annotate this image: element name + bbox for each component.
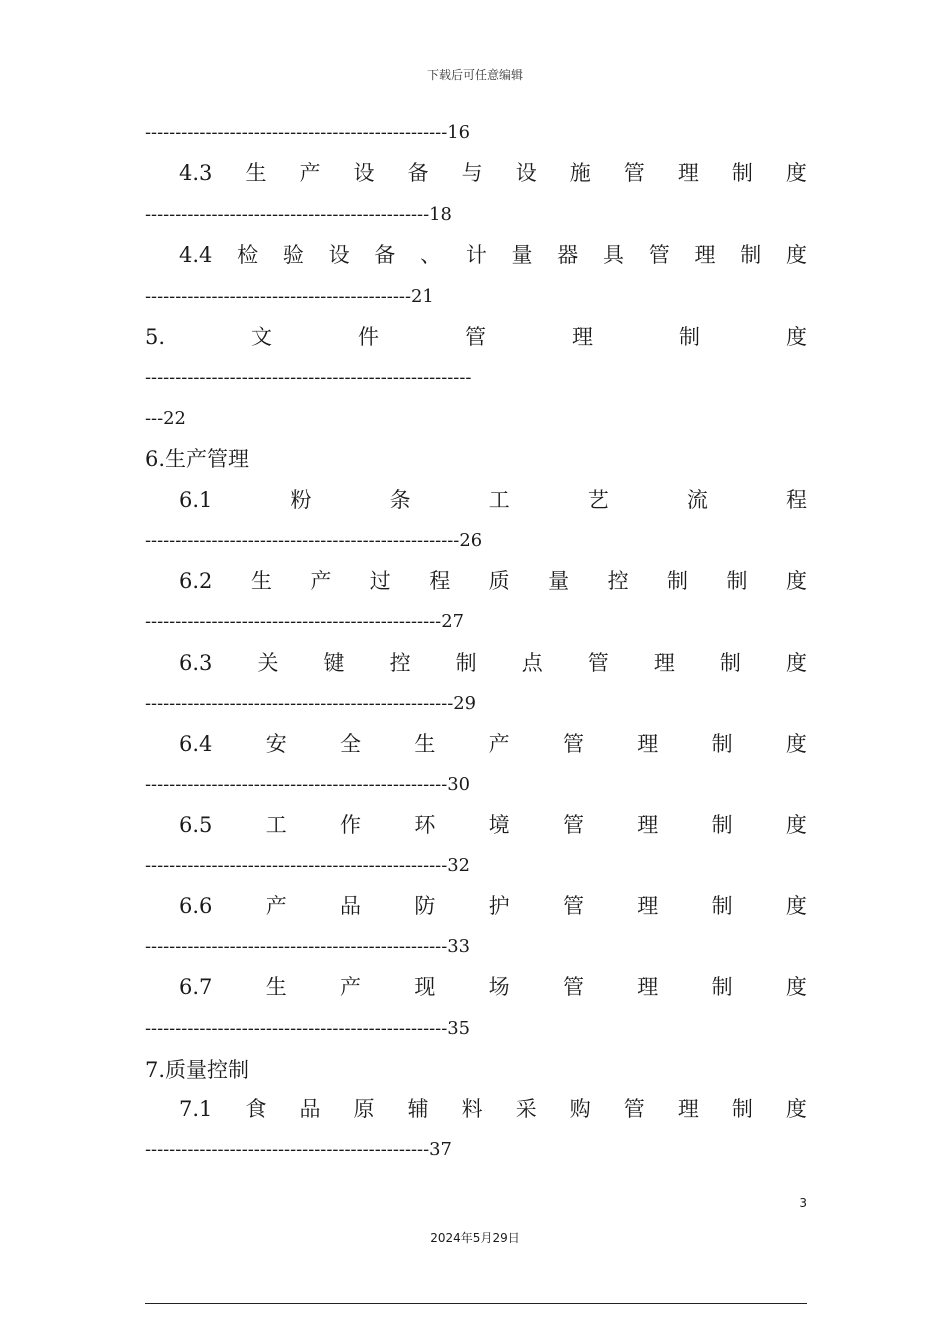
toc-entry-char: 条 <box>389 488 411 512</box>
toc-entry <box>145 974 807 1000</box>
toc-entry-char: 设 <box>328 243 350 267</box>
toc-entry-char: 具 <box>603 243 625 267</box>
toc-entry-char: 工 <box>265 813 287 837</box>
toc-entry-char: 粉 <box>290 488 312 512</box>
toc-entry-char: 生 <box>250 569 272 593</box>
toc-entry-char: 品 <box>299 1097 321 1121</box>
toc-entry-char: 验 <box>282 243 304 267</box>
toc-entry-number: 7.1 <box>179 1097 213 1121</box>
toc-entry-char: 质 <box>488 569 510 593</box>
toc-entry-number: 6.7 <box>179 975 213 999</box>
toc-entry-char: 度 <box>785 813 807 837</box>
toc-entry-char: 制 <box>711 975 733 999</box>
toc-entry-char: 过 <box>369 569 391 593</box>
toc-entry-char: 购 <box>569 1097 591 1121</box>
toc-entry-char: 管 <box>562 813 584 837</box>
toc-entry-char: 品 <box>340 894 362 918</box>
toc-entry-char: 检 <box>237 243 259 267</box>
page-header: 下载后可任意编辑 <box>426 68 523 82</box>
toc-leader-line: ------------------------------------------------------ <box>145 367 472 388</box>
toc-entry-char: 辅 <box>407 1097 429 1121</box>
toc-entry-char: 理 <box>677 1097 699 1121</box>
toc-entry-char: 理 <box>571 325 593 349</box>
toc-entry-char: 食 <box>245 1097 267 1121</box>
toc-entry-char: 施 <box>569 161 591 185</box>
toc-entry-char: 理 <box>637 732 659 756</box>
toc-entry-char: 制 <box>678 325 700 349</box>
toc-entry-number: 4.4 <box>179 243 213 267</box>
toc-entry-char: 理 <box>653 651 675 675</box>
toc-entry-char: 量 <box>548 569 570 593</box>
toc-entry-char: 管 <box>465 325 486 349</box>
toc-entry-char: 现 <box>414 975 436 999</box>
toc-entry <box>145 893 807 919</box>
toc-entry-char: 全 <box>340 732 362 756</box>
toc-entry-char: 理 <box>637 894 659 918</box>
toc-entry-char: 理 <box>677 161 699 185</box>
toc-entry-char: 量 <box>511 243 533 267</box>
toc-entry-char: 控 <box>389 651 411 675</box>
toc-entry-char: 度 <box>785 732 807 756</box>
toc-leader-line: --------------------------------------------------16 <box>145 122 471 143</box>
toc-entry-char: 理 <box>637 813 659 837</box>
toc-leader-line: --------------------------------------------21 <box>145 286 434 307</box>
toc-entry-char: 设 <box>353 161 375 185</box>
toc-entry-char: 理 <box>694 243 716 267</box>
toc-leader-line: --------------------------------------------------30 <box>145 774 471 795</box>
toc-entry-char: 制 <box>731 1097 753 1121</box>
toc-entry-number: 6.3 <box>179 651 213 675</box>
toc-entry-char: 度 <box>785 1097 807 1121</box>
toc-entry-char: 制 <box>726 569 748 593</box>
toc-entry-char: 管 <box>562 894 584 918</box>
toc-leader-line: --------------------------------------------------33 <box>145 936 471 957</box>
toc-entry-char: 度 <box>785 325 807 349</box>
toc-leader-line: ---------------------------------------------------29 <box>145 693 477 714</box>
toc-entry-char: 程 <box>785 488 807 512</box>
toc-leader-line: --------------------------------------------------35 <box>145 1018 471 1039</box>
toc-section-heading: 6.生产管理 <box>145 447 250 471</box>
toc-entry-char: 安 <box>265 732 287 756</box>
toc-entry-char: 度 <box>785 161 807 185</box>
toc-entry-char: 护 <box>488 894 510 918</box>
toc-entry-char: 器 <box>557 243 579 267</box>
toc-entry-char: 产 <box>310 569 332 593</box>
toc-entry <box>145 568 807 594</box>
toc-leader-line: --------------------------------------------------32 <box>145 855 471 876</box>
toc-entry-char: 管 <box>623 1097 645 1121</box>
toc-entry-char: 境 <box>488 813 510 837</box>
toc-entry <box>145 487 807 513</box>
toc-entry-char: 管 <box>562 732 584 756</box>
toc-entry-char: 制 <box>455 651 477 675</box>
toc-entry-char: 度 <box>785 569 807 593</box>
toc-entry-char: 工 <box>488 488 510 512</box>
toc-entry-char: 场 <box>488 975 510 999</box>
toc-entry-number: 6.4 <box>179 732 213 756</box>
toc-entry-char: 制 <box>711 732 733 756</box>
toc-section-heading: 7.质量控制 <box>145 1058 250 1082</box>
toc-entry-char: 生 <box>245 161 267 185</box>
toc-entry-char: 件 <box>358 325 380 349</box>
toc-entry-char: 管 <box>648 243 670 267</box>
footer-date: 2024年5月29日 <box>430 1231 520 1245</box>
toc-leader-line: -------------------------------------------------27 <box>145 611 464 632</box>
toc-entry <box>145 324 807 350</box>
toc-entry-char: 度 <box>785 975 807 999</box>
toc-entry-number: 4.3 <box>179 161 213 185</box>
toc-entry-char: 制 <box>667 569 689 593</box>
toc-entry-char: 点 <box>521 651 543 675</box>
toc-entry-char: 备 <box>407 161 429 185</box>
toc-entry-char: 度 <box>785 651 807 675</box>
toc-entry-char: 制 <box>740 243 762 267</box>
toc-entry-char: 制 <box>711 813 733 837</box>
toc-entry <box>145 160 807 186</box>
toc-entry-char: 料 <box>461 1097 483 1121</box>
toc-entry-char: 原 <box>353 1097 375 1121</box>
toc-entry-char: 产 <box>340 975 362 999</box>
toc-entry-char: 作 <box>340 813 362 837</box>
toc-entry-char: 文 <box>251 325 273 349</box>
toc-entry-char: 管 <box>587 651 609 675</box>
page-number: 3 <box>799 1196 807 1210</box>
toc-entry-char: 艺 <box>587 488 609 512</box>
toc-entry-number: 6.5 <box>179 813 213 837</box>
toc-entry-char: 度 <box>785 894 807 918</box>
toc-entry-char: 度 <box>785 243 807 267</box>
toc-entry-char: 生 <box>265 975 287 999</box>
toc-entry-char: 产 <box>265 894 287 918</box>
toc-entry-char: 、 <box>420 243 442 267</box>
toc-entry-char: 管 <box>562 975 584 999</box>
toc-entry-char: 制 <box>731 161 753 185</box>
toc-entry-char: 理 <box>637 975 659 999</box>
toc-entry-char: 制 <box>719 651 741 675</box>
toc-entry <box>145 812 807 838</box>
toc-entry-char: 生 <box>414 732 436 756</box>
toc-entry-char: 程 <box>429 569 451 593</box>
toc-entry-char: 流 <box>686 488 708 512</box>
toc-entry-char: 采 <box>515 1097 537 1121</box>
toc-entry-char: 键 <box>323 651 345 675</box>
toc-entry-number: 5. <box>145 325 166 349</box>
toc-entry-char: 产 <box>299 161 321 185</box>
toc-entry-char: 备 <box>374 243 396 267</box>
toc-entry-char: 计 <box>465 243 487 267</box>
footer-rule <box>145 1303 807 1304</box>
toc-entry-char: 管 <box>623 161 645 185</box>
toc-entry <box>145 242 807 268</box>
toc-entry <box>145 1096 807 1122</box>
toc-entry-char: 环 <box>414 813 436 837</box>
toc-leader-line: ----------------------------------------------------26 <box>145 530 483 551</box>
toc-entry-number: 6.2 <box>179 569 213 593</box>
toc-entry-char: 与 <box>461 161 483 185</box>
toc-entry-number: 6.6 <box>179 894 213 918</box>
toc-leader-line: -----------------------------------------------37 <box>145 1139 452 1160</box>
toc-leader-line: ---22 <box>145 408 186 429</box>
toc-entry-char: 产 <box>488 732 510 756</box>
toc-entry-char: 关 <box>257 651 279 675</box>
toc-entry-char: 控 <box>607 569 629 593</box>
toc-entry-number: 6.1 <box>179 488 213 512</box>
toc-entry <box>145 650 807 676</box>
toc-leader-line: -----------------------------------------------18 <box>145 204 452 225</box>
toc-entry <box>145 731 807 757</box>
toc-entry-char: 防 <box>414 894 436 918</box>
toc-entry-char: 制 <box>711 894 733 918</box>
toc-entry-char: 设 <box>515 161 537 185</box>
